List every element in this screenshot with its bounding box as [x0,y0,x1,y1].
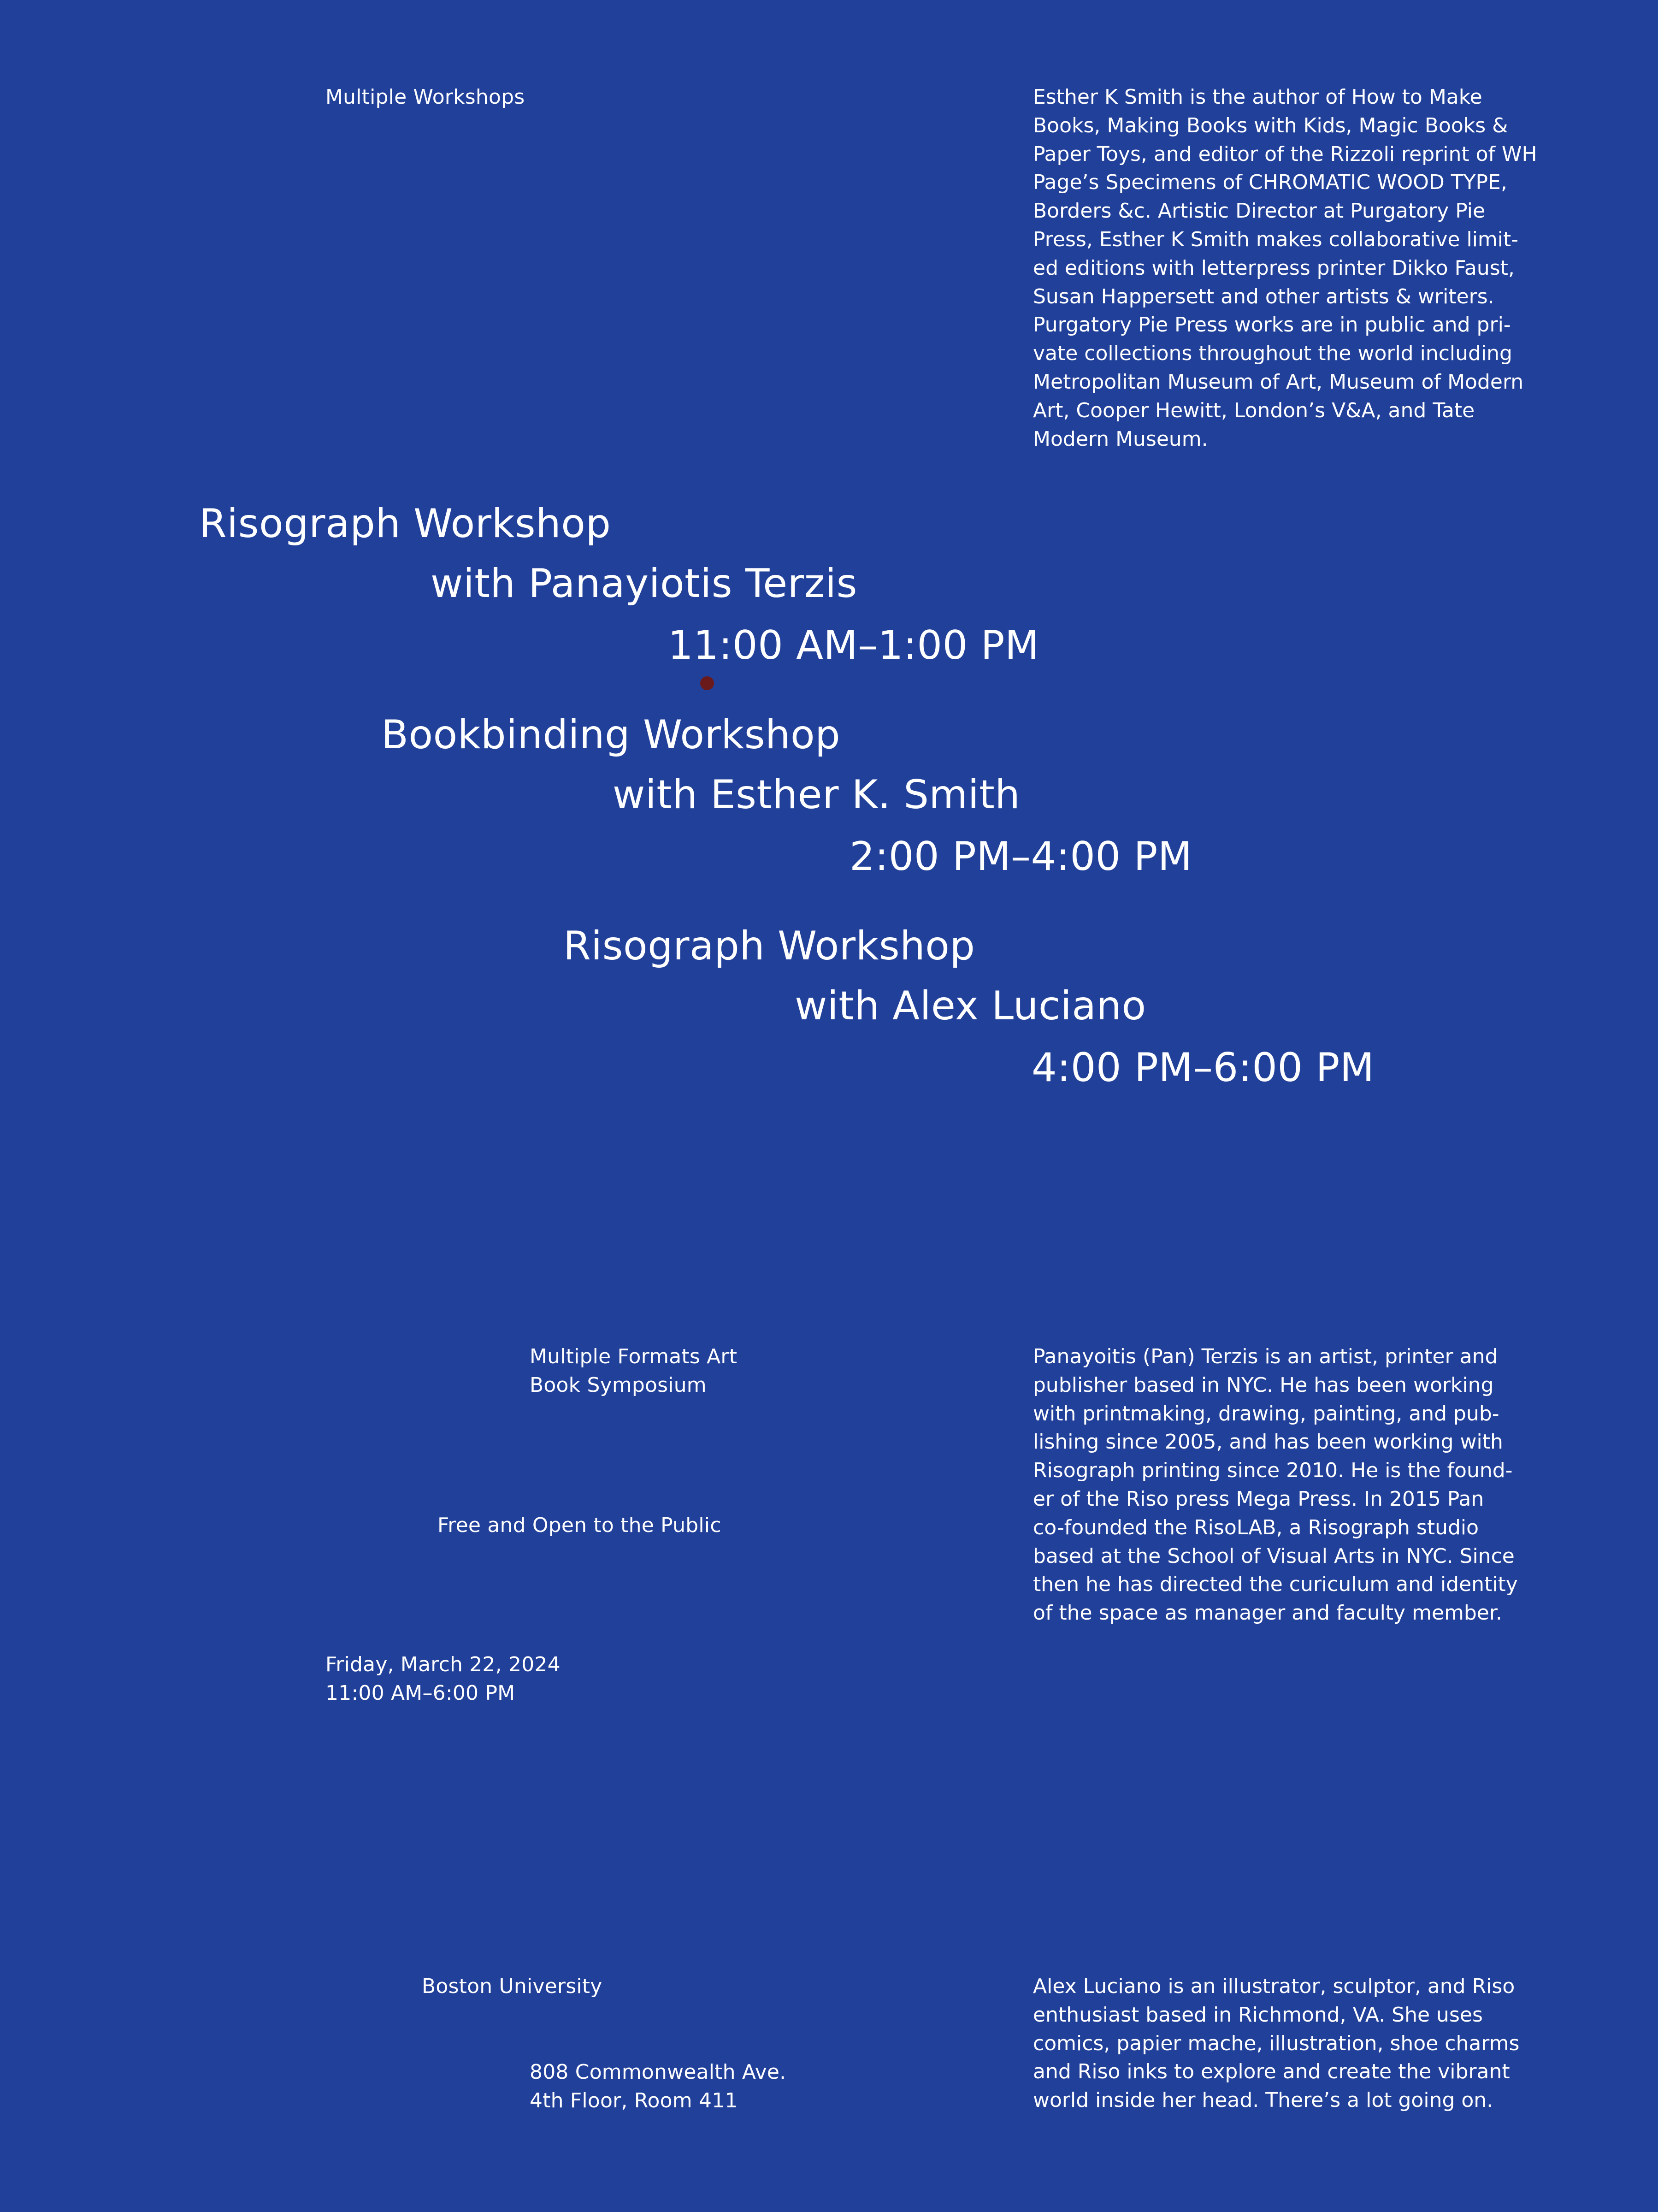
bio-line: publisher based in NYC. He has been working [1033,1373,1494,1397]
bio-line: enthusiast based in Richmond, VA. She uses [1033,2003,1483,2027]
venue-address-line-2: 4th Floor, Room 411 [530,2089,738,2112]
multiple-workshops-label: Multiple Workshops [325,85,525,109]
event-name-line-2: Book Symposium [530,1373,707,1397]
workshop-3-time: 4:00 PM–6:00 PM [1032,1045,1375,1091]
alex-luciano-bio [1033,1972,1558,2115]
event-name [530,1343,737,1400]
admission-note: Free and Open to the Public [437,1514,721,1537]
esther-smith-bio [1033,83,1558,453]
workshop-2-time: 2:00 PM–4:00 PM [850,834,1192,880]
pan-terzis-bio [1033,1343,1558,1627]
bio-line: based at the School of Visual Arts in NYC. Since [1033,1544,1515,1568]
bio-line: Purgatory Pie Press works are in public and pri- [1033,313,1511,337]
workshop-2-title: Bookbinding Workshop [381,712,841,758]
decorative-dot [700,676,714,690]
workshop-3-instructor: with Alex Luciano [795,983,1146,1029]
venue-address [530,2058,786,2115]
bio-line: vate collections throughout the world including [1033,342,1512,366]
bio-line: Alex Luciano is an illustrator, sculptor, and Riso [1033,1975,1515,1998]
bio-line: ed editions with letterpress printer Dikko Faust, [1033,256,1515,280]
workshop-3-title: Risograph Workshop [563,923,975,969]
venue-address-line-1: 808 Commonwealth Ave. [530,2060,786,2084]
event-name-line-1: Multiple Formats Art [530,1345,738,1368]
workshop-2-instructor: with Esther K. Smith [613,772,1021,818]
bio-line: comics, papier mache, illustration, shoe charms [1033,2031,1520,2055]
bio-line: Modern Museum. [1033,427,1208,451]
bio-line: with printmaking, drawing, painting, and pub- [1033,1402,1499,1425]
bio-line: Susan Happersett and other artists & writers. [1033,284,1494,308]
workshop-1-time: 11:00 AM–1:00 PM [668,622,1039,668]
bio-line: Esther K Smith is the author of How to Make [1033,85,1482,109]
workshop-1-title: Risograph Workshop [199,501,611,547]
venue-name: Boston University [422,1975,602,1998]
bio-line: Borders &c. Artistic Director at Purgatory Pie [1033,199,1486,223]
bio-line: lishing since 2005, and has been working with [1033,1430,1503,1454]
bio-line: er of the Riso press Mega Press. In 2015 Pan [1033,1487,1484,1511]
bio-line: Books, Making Books with Kids, Magic Books & [1033,113,1508,137]
workshop-1-instructor: with Panayiotis Terzis [431,561,857,607]
bio-line: Metropolitan Museum of Art, Museum of Modern [1033,370,1524,394]
bio-line: Risograph printing since 2010. He is the found- [1033,1459,1513,1483]
event-hours: 11:00 AM–6:00 PM [325,1681,515,1705]
bio-line: Page’s Specimens of CHROMATIC WOOD TYPE, [1033,171,1507,195]
bio-line: world inside her head. There’s a lot going on. [1033,2088,1493,2112]
bio-line: Press, Esther K Smith makes collaborative limit- [1033,227,1519,251]
event-datetime [325,1650,561,1708]
bio-line: Paper Toys, and editor of the Rizzoli reprint of WH [1033,142,1537,166]
bio-line: Art, Cooper Hewitt, London’s V&A, and Tate [1033,398,1475,422]
bio-line: co-founded the RisoLAB, a Risograph studio [1033,1515,1479,1539]
bio-line: then he has directed the curiculum and identity [1033,1573,1518,1597]
bio-line: Panayoitis (Pan) Terzis is an artist, printer and [1033,1345,1498,1368]
event-date: Friday, March 22, 2024 [325,1653,561,1676]
bio-line: and Riso inks to explore and create the vibrant [1033,2060,1510,2084]
bio-line: of the space as manager and faculty member. [1033,1601,1502,1625]
